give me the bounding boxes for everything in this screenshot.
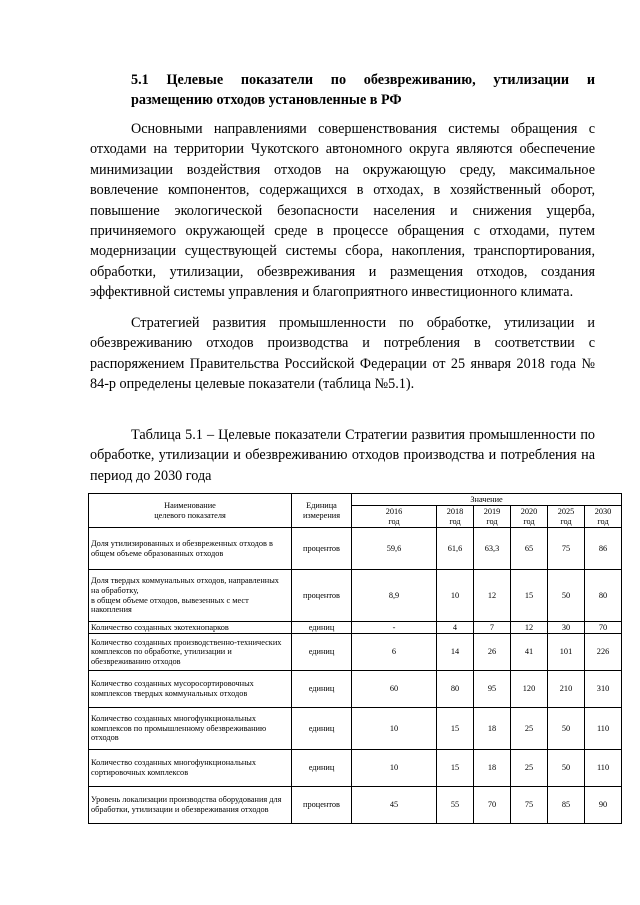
indicator-value: 85	[548, 787, 585, 824]
table-caption: Таблица 5.1 – Целевые показатели Стратегии развития промышленности по обработке, утилизации и обезвреживанию отходов производства и потребления на период до 2030 года	[90, 427, 595, 484]
indicator-value: 110	[585, 750, 622, 787]
indicator-value: 80	[585, 570, 622, 622]
header-year: 2020 год	[511, 506, 548, 528]
indicator-unit: процентов	[292, 787, 352, 824]
indicator-value: 26	[474, 634, 511, 671]
indicator-value: 50	[548, 708, 585, 750]
indicator-unit: единиц	[292, 671, 352, 708]
indicator-value: 226	[585, 634, 622, 671]
indicator-value: 10	[352, 708, 437, 750]
indicator-value: 7	[474, 622, 511, 634]
section-heading: 5.1 Целевые показатели по обезвреживанию, утилизации и размещению отходов установленные в РФ	[131, 72, 595, 108]
indicator-unit: процентов	[292, 528, 352, 570]
table-row	[89, 622, 622, 634]
indicator-value: 15	[437, 708, 474, 750]
indicator-value: 120	[511, 671, 548, 708]
target-indicators-table	[88, 493, 622, 824]
header-year: 2016 год	[352, 506, 437, 528]
indicator-value: 25	[511, 750, 548, 787]
indicator-value: 310	[585, 671, 622, 708]
indicator-value: 70	[585, 622, 622, 634]
indicator-value: 15	[511, 570, 548, 622]
indicator-value: 30	[548, 622, 585, 634]
table-row	[89, 570, 622, 622]
indicator-value: 61,6	[437, 528, 474, 570]
indicator-value: 210	[548, 671, 585, 708]
indicator-value: 80	[437, 671, 474, 708]
indicator-value: 86	[585, 528, 622, 570]
table-row	[89, 528, 622, 570]
table-row	[89, 671, 622, 708]
header-year: 2018 год	[437, 506, 474, 528]
header-year: 2025 год	[548, 506, 585, 528]
indicator-value: 75	[511, 787, 548, 824]
indicator-name: Количество созданных экотехнопарков	[89, 622, 292, 634]
indicator-name: Количество созданных многофункциональных комплексов по промышленному обезвреживанию отходов	[89, 708, 292, 750]
indicator-unit: единиц	[292, 622, 352, 634]
indicator-value: -	[352, 622, 437, 634]
indicator-value: 8,9	[352, 570, 437, 622]
indicator-unit: единиц	[292, 750, 352, 787]
indicator-name: Количество созданных мусоросортировочных комплексов твердых коммунальных отходов	[89, 671, 292, 708]
indicator-value: 12	[474, 570, 511, 622]
indicator-value: 110	[585, 708, 622, 750]
header-year: 2019 год	[474, 506, 511, 528]
indicator-unit: единиц	[292, 708, 352, 750]
indicator-value: 50	[548, 570, 585, 622]
indicator-value: 45	[352, 787, 437, 824]
table-row	[89, 787, 622, 824]
indicator-value: 101	[548, 634, 585, 671]
indicator-value: 14	[437, 634, 474, 671]
header-name: Наименование целевого показателя	[89, 494, 292, 528]
indicator-value: 6	[352, 634, 437, 671]
indicator-value: 65	[511, 528, 548, 570]
header-unit: Единица измерения	[292, 494, 352, 528]
table-row	[89, 634, 622, 671]
indicator-name: Доля твердых коммунальных отходов, направленных на обработку, в общем объеме отходов, вывезенных с мест накопления	[89, 570, 292, 622]
indicator-value: 10	[437, 570, 474, 622]
indicator-name: Уровень локализации производства оборудования для обработки, утилизации и обезвреживания отходов	[89, 787, 292, 824]
indicator-value: 25	[511, 708, 548, 750]
indicator-value: 50	[548, 750, 585, 787]
indicator-value: 60	[352, 671, 437, 708]
header-year: 2030 год	[585, 506, 622, 528]
indicator-value: 55	[437, 787, 474, 824]
table-row	[89, 750, 622, 787]
indicator-value: 95	[474, 671, 511, 708]
indicator-value: 90	[585, 787, 622, 824]
indicator-value: 12	[511, 622, 548, 634]
indicator-value: 59,6	[352, 528, 437, 570]
indicator-name: Количество созданных производственно-технических комплексов по обработке, утилизации и обезвреживанию отходов	[89, 634, 292, 671]
paragraph-strategy: Стратегией развития промышленности по обработке, утилизации и обезвреживанию отходов производства и потребления в соответствии с распоряжением Правительства Российской Федерации от 25 января 2018 года № 84-р определены целевые показатели (таблица №5.1).	[90, 315, 595, 393]
indicator-value: 63,3	[474, 528, 511, 570]
indicator-value: 18	[474, 708, 511, 750]
indicator-value: 18	[474, 750, 511, 787]
table-row	[89, 708, 622, 750]
indicator-value: 15	[437, 750, 474, 787]
indicator-name: Количество созданных многофункциональных сортировочных комплексов	[89, 750, 292, 787]
indicator-value: 4	[437, 622, 474, 634]
indicator-name: Доля утилизированных и обезвреженных отходов в общем объеме образованных отходов	[89, 528, 292, 570]
indicator-value: 10	[352, 750, 437, 787]
indicator-unit: процентов	[292, 570, 352, 622]
indicator-value: 75	[548, 528, 585, 570]
indicator-value: 41	[511, 634, 548, 671]
indicator-value: 70	[474, 787, 511, 824]
header-value: Значение	[352, 494, 622, 506]
indicator-unit: единиц	[292, 634, 352, 671]
paragraph-main-directions: Основными направлениями совершенствования системы обращения с отходами на территории Чукотского автономного округа являются обеспечение минимизации воздействия отходов на окружающую среду, максимальное вовлечение компонентов, содержащихся в отходах, в хозяйственный оборот, повышение экологической безопасности населения и снижения ущерба, причиняемого окружающей среде в процессе обращения с отходами, путем модернизации существующей системы сбора, накопления, транспортирования, обработки, утилизации, обезвреживания и размещения отходов, создания эффективной системы управления и благоприятного инвестиционного климата.	[90, 121, 595, 301]
